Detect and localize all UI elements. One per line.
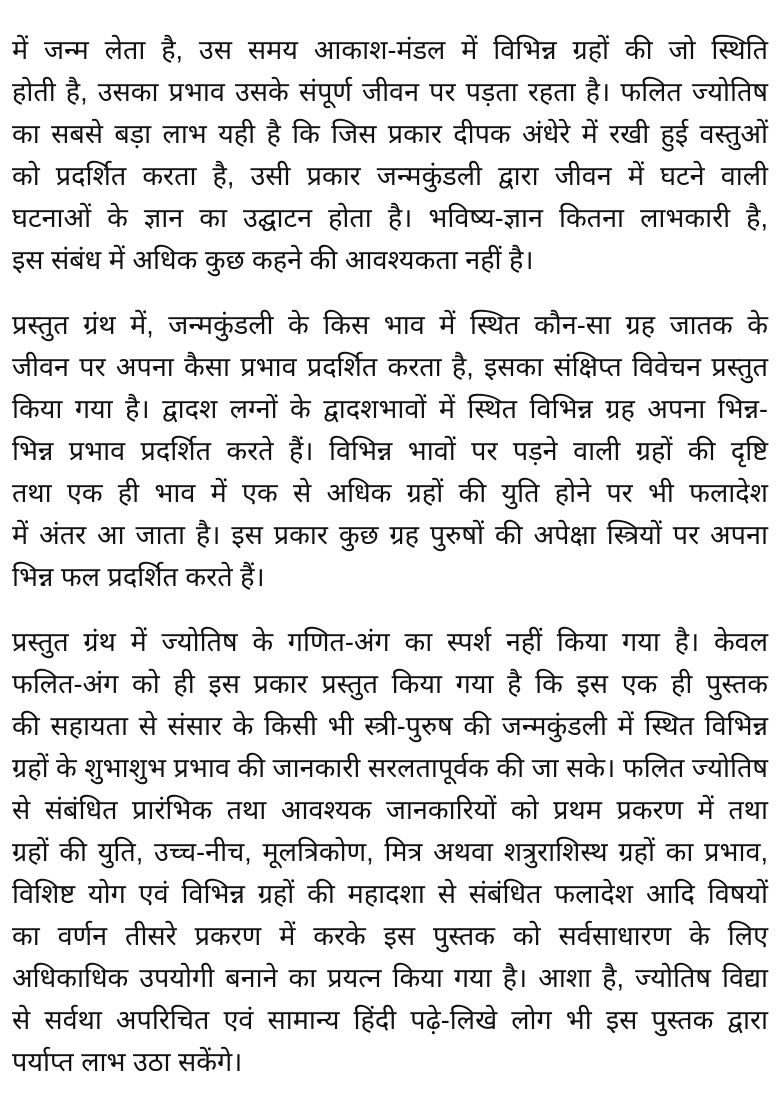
paragraph-3 [12, 621, 768, 1083]
text-line: ग्रहों की युति, उच्च-नीच, मूलत्रिकोण, मित्र अथवा शत्रुराशिस्थ ग्रहों का प्रभाव, [12, 837, 768, 867]
book-page [12, 29, 768, 1106]
text-line: विशिष्ट योग एवं विभिन्न ग्रहों की महादशा से संबंधित फलादेश आदि विषयों [12, 879, 768, 909]
text-line: होती है, उसका प्रभाव उसके संपूर्ण जीवन पर पड़ता रहता है। फलित ज्योतिष [12, 77, 768, 107]
text-line: इस संबंध में अधिक कुछ कहने की आवश्यकता नहीं है। [12, 245, 534, 275]
text-line: घटनाओं के ज्ञान का उद्घाटन होता है। भविष्य-ज्ञान कितना लाभकारी है, [12, 203, 768, 233]
text-line: प्रस्तुत ग्रंथ में, जन्मकुंडली के किस भाव में स्थित कौन-सा ग्रह जातक के [12, 310, 768, 340]
text-line: से सर्वथा अपरिचित एवं सामान्य हिंदी पढ़े-लिखे लोग भी इस पुस्तक द्वारा [12, 1005, 768, 1035]
text-line: का वर्णन तीसरे प्रकरण में करके इस पुस्तक को सर्वसाधारण के लिए [12, 921, 768, 951]
text-line: में अंतर आ जाता है। इस प्रकार कुछ ग्रह पुरुषों की अपेक्षा स्त्रियों पर अपना [12, 520, 768, 550]
text-line: फलित-अंग को ही इस प्रकार प्रस्तुत किया गया है कि इस एक ही पुस्तक [12, 669, 768, 699]
paragraph-1 [12, 29, 768, 281]
text-line: पर्याप्त लाभ उठा सकेंगे। [12, 1047, 243, 1077]
text-line: प्रस्तुत ग्रंथ में ज्योतिष के गणित-अंग का स्पर्श नहीं किया गया है। केवल [12, 627, 768, 657]
paragraph-2 [12, 304, 768, 598]
text-line: किया गया है। द्वादश लग्नों के द्वादशभावों में स्थित विभिन्न ग्रह अपना भिन्न- [12, 394, 768, 424]
text-line: की सहायता से संसार के किसी भी स्त्री-पुरुष की जन्मकुंडली में स्थित विभिन्न [12, 711, 768, 741]
text-line: ग्रहों के शुभाशुभ प्रभाव की जानकारी सरलतापूर्वक की जा सके। फलित ज्योतिष [12, 753, 768, 783]
text-line: तथा एक ही भाव में एक से अधिक ग्रहों की युति होने पर भी फलादेश [12, 478, 768, 508]
text-line: भिन्न प्रभाव प्रदर्शित करते हैं। विभिन्न भावों पर पड़ने वाली ग्रहों की दृष्टि [12, 436, 768, 466]
text-line: से संबंधित प्रारंभिक तथा आवश्यक जानकारियों को प्रथम प्रकरण में तथा [12, 795, 768, 825]
text-line: का सबसे बड़ा लाभ यही है कि जिस प्रकार दीपक अंधेरे में रखी हुई वस्तुओं [12, 119, 768, 149]
text-line: अधिकाधिक उपयोगी बनाने का प्रयत्न किया गया है। आशा है, ज्योतिष विद्या [12, 963, 768, 993]
text-line: भिन्न फल प्रदर्शित करते हैं। [12, 562, 265, 592]
text-line: जीवन पर अपना कैसा प्रभाव प्रदर्शित करता है, इसका संक्षिप्त विवेचन प्रस्तुत [12, 352, 768, 382]
text-line: को प्रदर्शित करता है, उसी प्रकार जन्मकुंडली द्वारा जीवन में घटने वाली [12, 161, 769, 191]
text-line: में जन्म लेता है, उस समय आकाश-मंडल में विभिन्न ग्रहों की जो स्थिति [12, 35, 768, 65]
